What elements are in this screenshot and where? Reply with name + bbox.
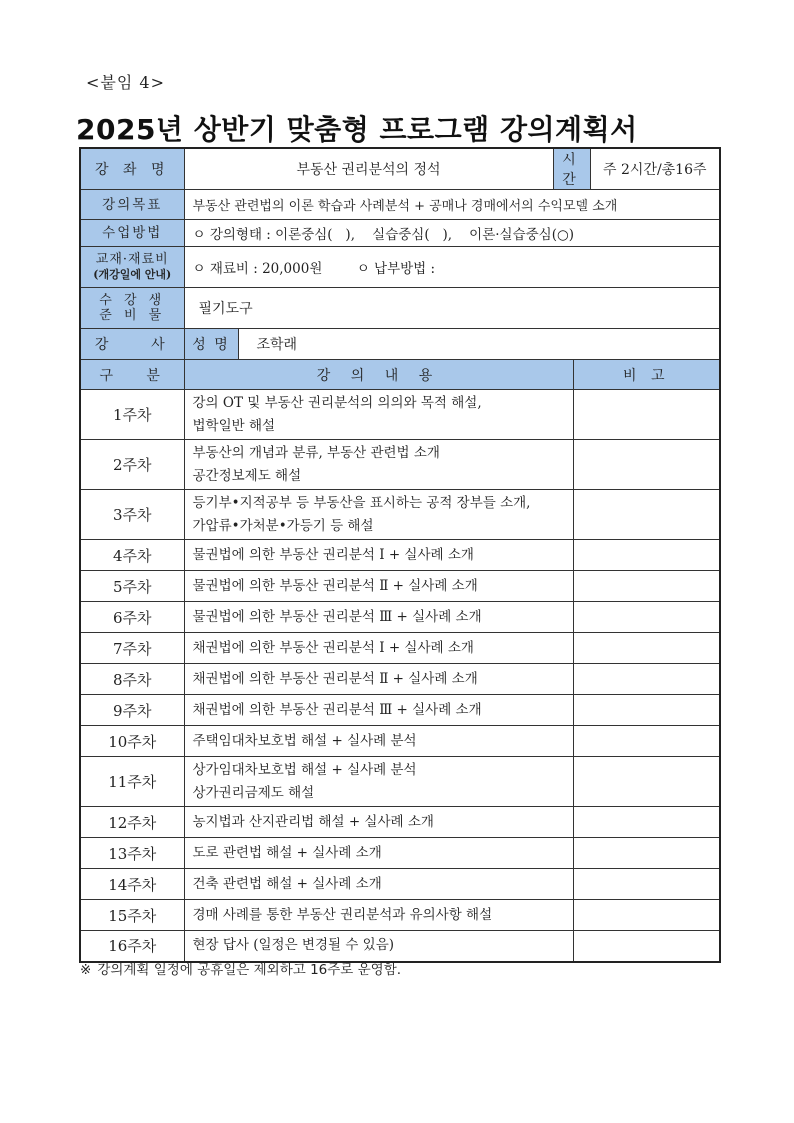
content-header: 강 의 내 용 [184, 360, 573, 390]
prep-label-2: 준 비 물 [99, 308, 166, 323]
week-content [184, 571, 573, 602]
prep-label-1: 수 강 생 [99, 293, 166, 308]
week-content-line: 공간정보제도 해설 [192, 467, 302, 484]
week-content [184, 931, 573, 962]
week-content-line: 등기부•지적공부 등 부동산을 표시하는 공적 장부들 소개, [192, 494, 531, 511]
footnote [80, 958, 401, 978]
week-label: 6주차 [80, 602, 184, 633]
week-content [184, 900, 573, 931]
week-label: 2주차 [80, 440, 184, 490]
week-content-line: 상가권리금제도 해설 [192, 784, 315, 801]
week-remarks [573, 633, 720, 664]
week-content-line: 채권법에 의한 부동산 권리분석 Ⅱ + 실사례 소개 [192, 670, 478, 687]
week-content-line: 법학일반 해설 [192, 417, 276, 434]
week-remarks [573, 540, 720, 571]
week-content-line: 농지법과 산지관리법 해설 + 실사례 소개 [192, 813, 434, 830]
week-content [184, 390, 573, 440]
page-title: 2025년 상반기 맞춤형 프로그램 강의계획서 [76, 113, 638, 146]
week-content [184, 695, 573, 726]
week-remarks [573, 757, 720, 807]
week-remarks [573, 869, 720, 900]
week-remarks [573, 726, 720, 757]
week-content-line: 가압류•가처분•가등기 등 해설 [192, 517, 374, 534]
week-remarks [573, 571, 720, 602]
table-row [80, 664, 720, 695]
week-content [184, 757, 573, 807]
method-value: ㅇ 강의형태 : 이론중심( ), 실습중심( ), 이론·실습중심(○) [184, 220, 720, 247]
prep-label-cell [80, 288, 184, 329]
week-content [184, 664, 573, 695]
prep-row [80, 288, 720, 329]
week-remarks [573, 664, 720, 695]
time-label: 시 간 [553, 148, 590, 190]
week-remarks [573, 390, 720, 440]
week-remarks [573, 931, 720, 962]
schedule-header-row [80, 360, 720, 390]
week-label: 10주차 [80, 726, 184, 757]
lecture-plan-table [79, 147, 721, 963]
week-label: 14주차 [80, 869, 184, 900]
week-content-line: 물권법에 의한 부동산 권리분석 Ⅲ + 실사례 소개 [192, 608, 482, 625]
week-content-line: 채권법에 의한 부동산 권리분석 Ⅰ + 실사례 소개 [192, 639, 474, 656]
course-label: 강 좌 명 [80, 148, 184, 190]
week-content-line: 경매 사례를 통한 부동산 권리분석과 유의사항 해설 [192, 906, 493, 923]
week-content [184, 490, 573, 540]
week-content-line: 물권법에 의한 부동산 권리분석 Ⅰ + 실사례 소개 [192, 546, 474, 563]
week-label: 7주차 [80, 633, 184, 664]
week-label: 15주차 [80, 900, 184, 931]
week-content [184, 440, 573, 490]
week-label: 1주차 [80, 390, 184, 440]
week-content [184, 726, 573, 757]
week-label: 3주차 [80, 490, 184, 540]
week-remarks [573, 440, 720, 490]
week-label: 4주차 [80, 540, 184, 571]
week-remarks [573, 900, 720, 931]
table-row [80, 695, 720, 726]
week-content [184, 633, 573, 664]
table-row [80, 807, 720, 838]
goal-label: 강의목표 [80, 190, 184, 220]
material-label-sub: (개강일에 안내) [93, 268, 172, 281]
table-row [80, 571, 720, 602]
instructor-name: 조학래 [238, 329, 720, 360]
table-row [80, 757, 720, 807]
week-content-line: 부동산의 개념과 분류, 부동산 관련법 소개 [192, 444, 440, 461]
material-row [80, 247, 720, 288]
week-remarks [573, 807, 720, 838]
name-label: 성 명 [184, 329, 238, 360]
table-row [80, 490, 720, 540]
week-label: 5주차 [80, 571, 184, 602]
course-name: 부동산 권리분석의 정석 [184, 148, 553, 190]
week-content-line: 강의 OT 및 부동산 권리분석의 의의와 목적 해설, [192, 394, 482, 411]
table-row [80, 838, 720, 869]
note-mark: ※ [80, 962, 92, 978]
week-content [184, 838, 573, 869]
note-text: 강의계획 일정에 공휴일은 제외하고 16주로 운영함. [97, 962, 402, 978]
week-remarks [573, 695, 720, 726]
week-content [184, 807, 573, 838]
table-row [80, 602, 720, 633]
method-row [80, 220, 720, 247]
course-row [80, 148, 720, 190]
table-row [80, 633, 720, 664]
material-label: 교재·재료비 [95, 252, 169, 267]
week-remarks [573, 838, 720, 869]
week-content-line: 채권법에 의한 부동산 권리분석 Ⅲ + 실사례 소개 [192, 701, 482, 718]
week-remarks [573, 490, 720, 540]
week-label: 11주차 [80, 757, 184, 807]
table-row [80, 900, 720, 931]
material-label-cell [80, 247, 184, 288]
table-row [80, 931, 720, 962]
table-row [80, 540, 720, 571]
table-row [80, 869, 720, 900]
goal-row [80, 190, 720, 220]
goal-value: 부동산 관련법의 이론 학습과 사례분석 + 공매나 경매에서의 수익모델 소개 [184, 190, 720, 220]
week-content [184, 602, 573, 633]
week-label: 9주차 [80, 695, 184, 726]
week-content [184, 869, 573, 900]
week-content-line: 현장 답사 (일정은 변경될 수 있음) [192, 937, 395, 954]
table-row [80, 726, 720, 757]
week-label: 16주차 [80, 931, 184, 962]
prep-value: 필기도구 [184, 288, 720, 329]
week-label: 12주차 [80, 807, 184, 838]
schedule-body [80, 390, 720, 962]
week-content-line: 주택임대차보호법 해설 + 실사례 분석 [192, 732, 417, 749]
division-header: 구 분 [80, 360, 184, 390]
attachment-label: <붙임 4> [86, 73, 165, 92]
week-content-line: 건축 관련법 해설 + 실사례 소개 [192, 875, 382, 892]
week-content-line: 상가임대차보호법 해설 + 실사례 분석 [192, 761, 417, 778]
week-content [184, 540, 573, 571]
table-row [80, 440, 720, 490]
week-content-line: 물권법에 의한 부동산 권리분석 Ⅱ + 실사례 소개 [192, 577, 478, 594]
table-row [80, 390, 720, 440]
instructor-row [80, 329, 720, 360]
week-label: 13주차 [80, 838, 184, 869]
method-label: 수업방법 [80, 220, 184, 247]
instructor-label: 강 사 [80, 329, 184, 360]
week-remarks [573, 602, 720, 633]
material-value: ㅇ 재료비 : 20,000원 ㅇ 납부방법 : [184, 247, 720, 288]
remarks-header: 비 고 [573, 360, 720, 390]
time-value: 주 2시간/총16주 [590, 148, 720, 190]
week-label: 8주차 [80, 664, 184, 695]
week-content-line: 도로 관련법 해설 + 실사례 소개 [192, 844, 382, 861]
